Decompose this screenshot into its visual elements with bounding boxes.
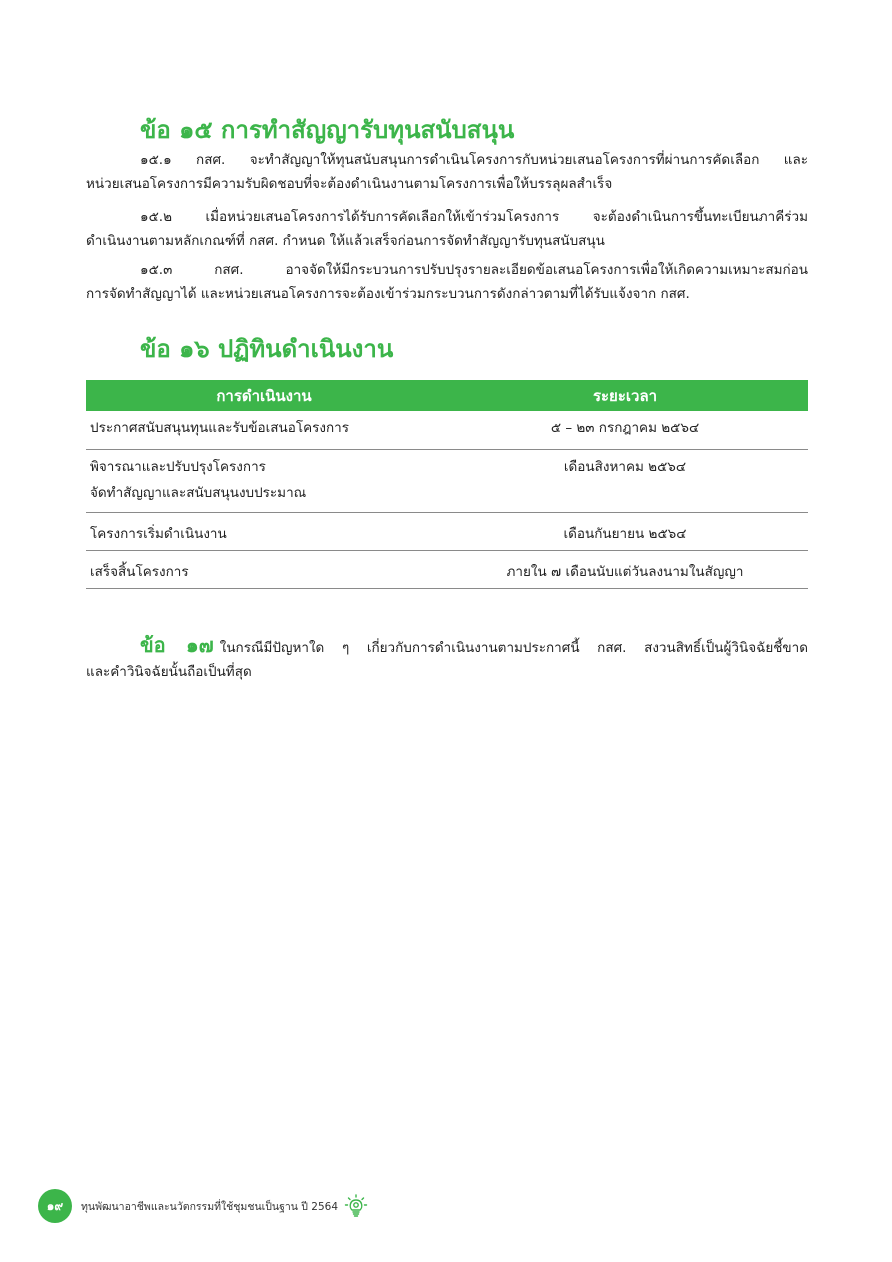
header-activity: การดำเนินงาน — [86, 380, 442, 411]
footer-title: ทุนพัฒนาอาชีพและนวัตกรรมที่ใช้ชุมชนเป็นฐาน ปี 2564 — [81, 1200, 339, 1213]
clause-15-1-line-2: หน่วยเสนอโครงการมีความรับผิดชอบที่จะต้องดำเนินงานตามโครงการเพื่อให้บรรลุผลสำเร็จ — [86, 176, 613, 192]
clause-15-1-line-1: ๑๕.๑ กสศ. จะทำสัญญาให้ทุนสนับสนุนการดำเนินโครงการกับหน่วยเสนอโครงการที่ผ่านการคัดเลือก และ — [140, 152, 808, 168]
activity-text: ประกาศสนับสนุนทุนและรับข้อเสนอโครงการ — [90, 420, 349, 436]
clause-17-line-2: และคำวินิจฉัยนั้นถือเป็นที่สุด — [86, 664, 252, 680]
schedule-table — [86, 380, 808, 589]
table-row — [86, 512, 808, 550]
clause-15-2-line-1: ๑๕.๒ เมื่อหน่วยเสนอโครงการได้รับการคัดเลือกให้เข้าร่วมโครงการ จะต้องดำเนินการขึ้นทะเบียนภาคีร่วม — [140, 209, 808, 225]
period-cell — [442, 512, 808, 550]
clause-17-text: ในกรณีมีปัญหาใด ๆ เกี่ยวกับการดำเนินงานตามประกาศนี้ กสศ. สงวนสิทธิ์เป็นผู้วินิจฉัยชี้ขาด — [219, 640, 808, 656]
clause-15-3 — [86, 258, 808, 306]
activity-cell — [86, 550, 442, 588]
activity-text: โครงการเริ่มดำเนินงาน — [90, 525, 227, 542]
table-row — [86, 550, 808, 588]
activity-cell — [86, 411, 442, 449]
page-footer — [38, 1189, 368, 1223]
clause-15-2 — [86, 205, 808, 253]
period-cell — [442, 411, 808, 449]
section-15-heading: ข้อ ๑๕ การทำสัญญารับทุนสนับสนุน — [140, 116, 515, 144]
lightbulb-gear-icon — [344, 1194, 368, 1218]
table-row — [86, 411, 808, 449]
activity-text: จัดทำสัญญาและสนับสนุนงบประมาณ — [90, 484, 307, 501]
activity-text: พิจารณาและปรับปรุงโครงการ — [90, 458, 266, 475]
period-cell — [442, 449, 808, 512]
page-number-badge: ๑๙ — [38, 1189, 72, 1223]
activity-cell — [86, 449, 442, 512]
period-text: เดือนกันยายน ๒๕๖๔ — [563, 525, 687, 542]
period-text: เดือนสิงหาคม ๒๕๖๔ — [563, 458, 687, 475]
period-text: ๕ – ๒๓ กรกฎาคม ๒๕๖๔ — [550, 420, 700, 436]
clause-17 — [86, 630, 808, 684]
section-17-heading: ข้อ ๑๗ — [140, 633, 214, 657]
clause-15-2-line-2: ดำเนินงานตามหลักเกณฑ์ที่ กสศ. กำหนด ให้แล้วเสร็จก่อนการจัดทำสัญญารับทุนสนับสนุน — [86, 233, 605, 249]
period-cell — [442, 550, 808, 588]
period-text: ภายใน ๗ เดือนนับแต่วันลงนามในสัญญา — [506, 563, 744, 580]
header-period: ระยะเวลา — [442, 380, 808, 411]
clause-17-line-1 — [86, 630, 808, 660]
activity-cell — [86, 512, 442, 550]
clause-15-1 — [86, 148, 808, 196]
schedule-header-row — [86, 380, 808, 411]
table-row — [86, 449, 808, 512]
activity-text: เสร็จสิ้นโครงการ — [90, 563, 189, 580]
clause-15-3-line-1: ๑๕.๓ กสศ. อาจจัดให้มีกระบวนการปรับปรุงรายละเอียดข้อเสนอโครงการเพื่อให้เกิดความเหมาะสมก่อน — [140, 262, 808, 278]
clause-15-3-line-2: การจัดทำสัญญาได้ และหน่วยเสนอโครงการจะต้องเข้าร่วมกระบวนการดังกล่าวตามที่ได้รับแจ้งจาก กสศ. — [86, 286, 690, 302]
section-16-heading: ข้อ ๑๖ ปฏิทินดำเนินงาน — [140, 335, 394, 363]
